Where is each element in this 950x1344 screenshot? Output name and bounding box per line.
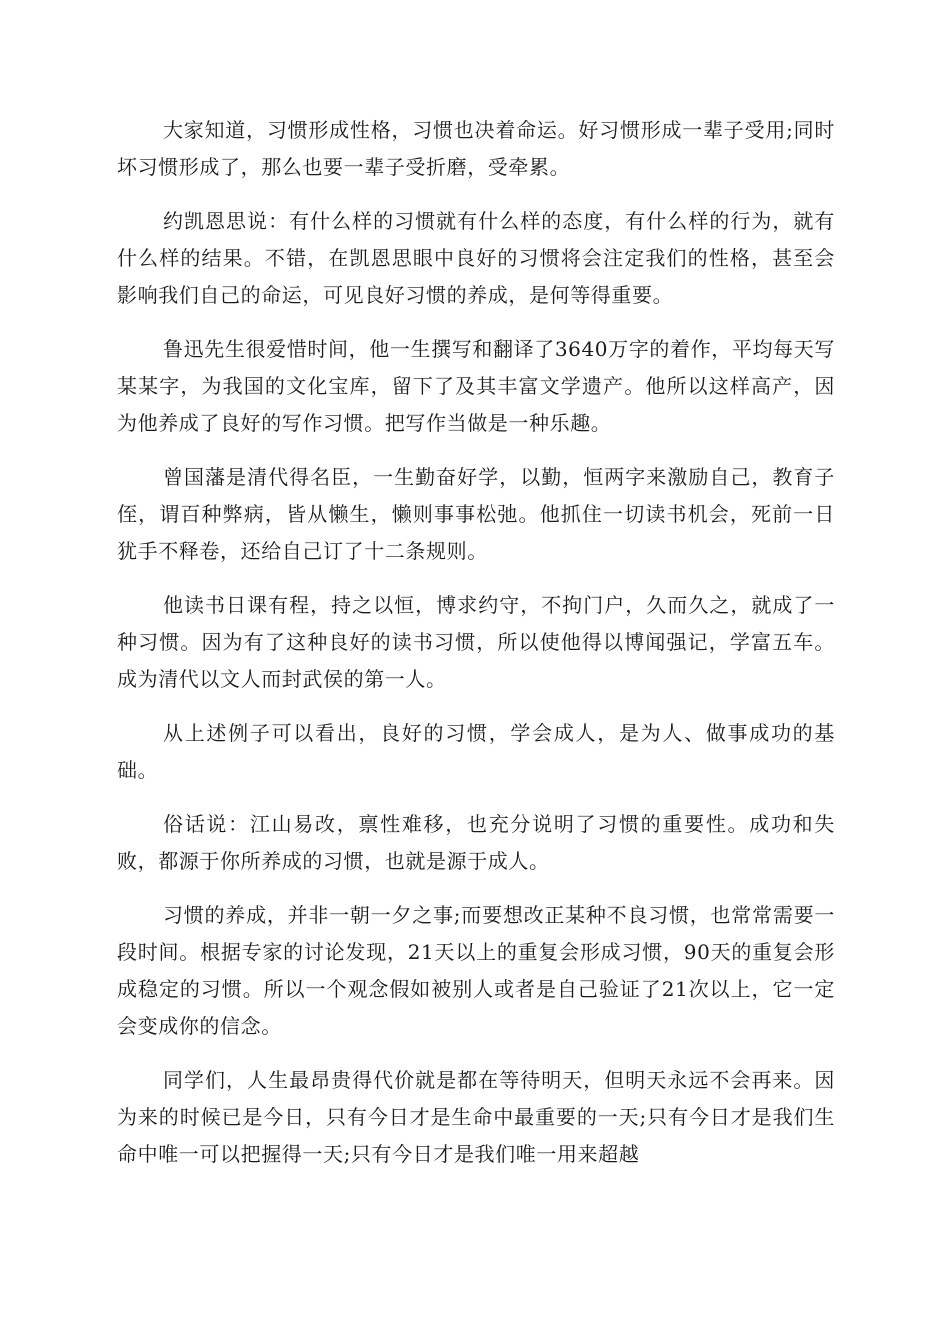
paragraph-9: 同学们，人生最昂贵得代价就是都在等待明天，但明天永远不会再来。因为来的时候已是今日，只有今日才是生命中最重要的一天;只有今日才是我们生命中唯一可以把握得一天;只有今日才是我们唯一用来超越 <box>117 1068 835 1166</box>
paragraph-7: 俗话说：江山易改，禀性难移，也充分说明了习惯的重要性。成功和失败，都源于你所养成的习惯，也就是源于成人。 <box>117 812 835 873</box>
document-body <box>117 112 835 1190</box>
paragraph-2: 约凯恩思说：有什么样的习惯就有什么样的态度，有什么样的行为，就有什么样的结果。不错，在凯恩思眼中良好的习惯将会注定我们的性格，甚至会影响我们自己的命运，可见良好习惯的养成，是何等得重要。 <box>117 209 835 307</box>
paragraph-5: 他读书日课有程，持之以恒，博求约守，不拘门户，久而久之，就成了一种习惯。因为有了这种良好的读书习惯，所以使他得以博闻强记，学富五车。成为清代以文人而封武侯的第一人。 <box>117 593 835 691</box>
paragraph-1: 大家知道，习惯形成性格，习惯也决着命运。好习惯形成一辈子受用;同时坏习惯形成了，那么也要一辈子受折磨，受牵累。 <box>117 118 835 179</box>
paragraph-8: 习惯的养成，并非一朝一夕之事;而要想改正某种不良习惯，也常常需要一段时间。根据专家的讨论发现，21天以上的重复会形成习惯，90天的重复会形成稳定的习惯。所以一个观念假如被别人或者是自己验证了21次以上，它一定会变成你的信念。 <box>117 903 835 1038</box>
paragraph-6: 从上述例子可以看出，良好的习惯，学会成人，是为人、做事成功的基础。 <box>117 721 835 782</box>
paragraph-4: 曾国藩是清代得名臣，一生勤奋好学，以勤，恒两字来激励自己，教育子侄，谓百种弊病，皆从懒生，懒则事事松弛。他抓住一切读书机会，死前一日犹手不释卷，还给自己订了十二条规则。 <box>117 465 835 563</box>
paragraph-3: 鲁迅先生很爱惜时间，他一生撰写和翻译了3640万字的着作，平均每天写某某字，为我国的文化宝库，留下了及其丰富文学遗产。他所以这样高产，因为他养成了良好的写作习惯。把写作当做是一种乐趣。 <box>117 337 835 435</box>
